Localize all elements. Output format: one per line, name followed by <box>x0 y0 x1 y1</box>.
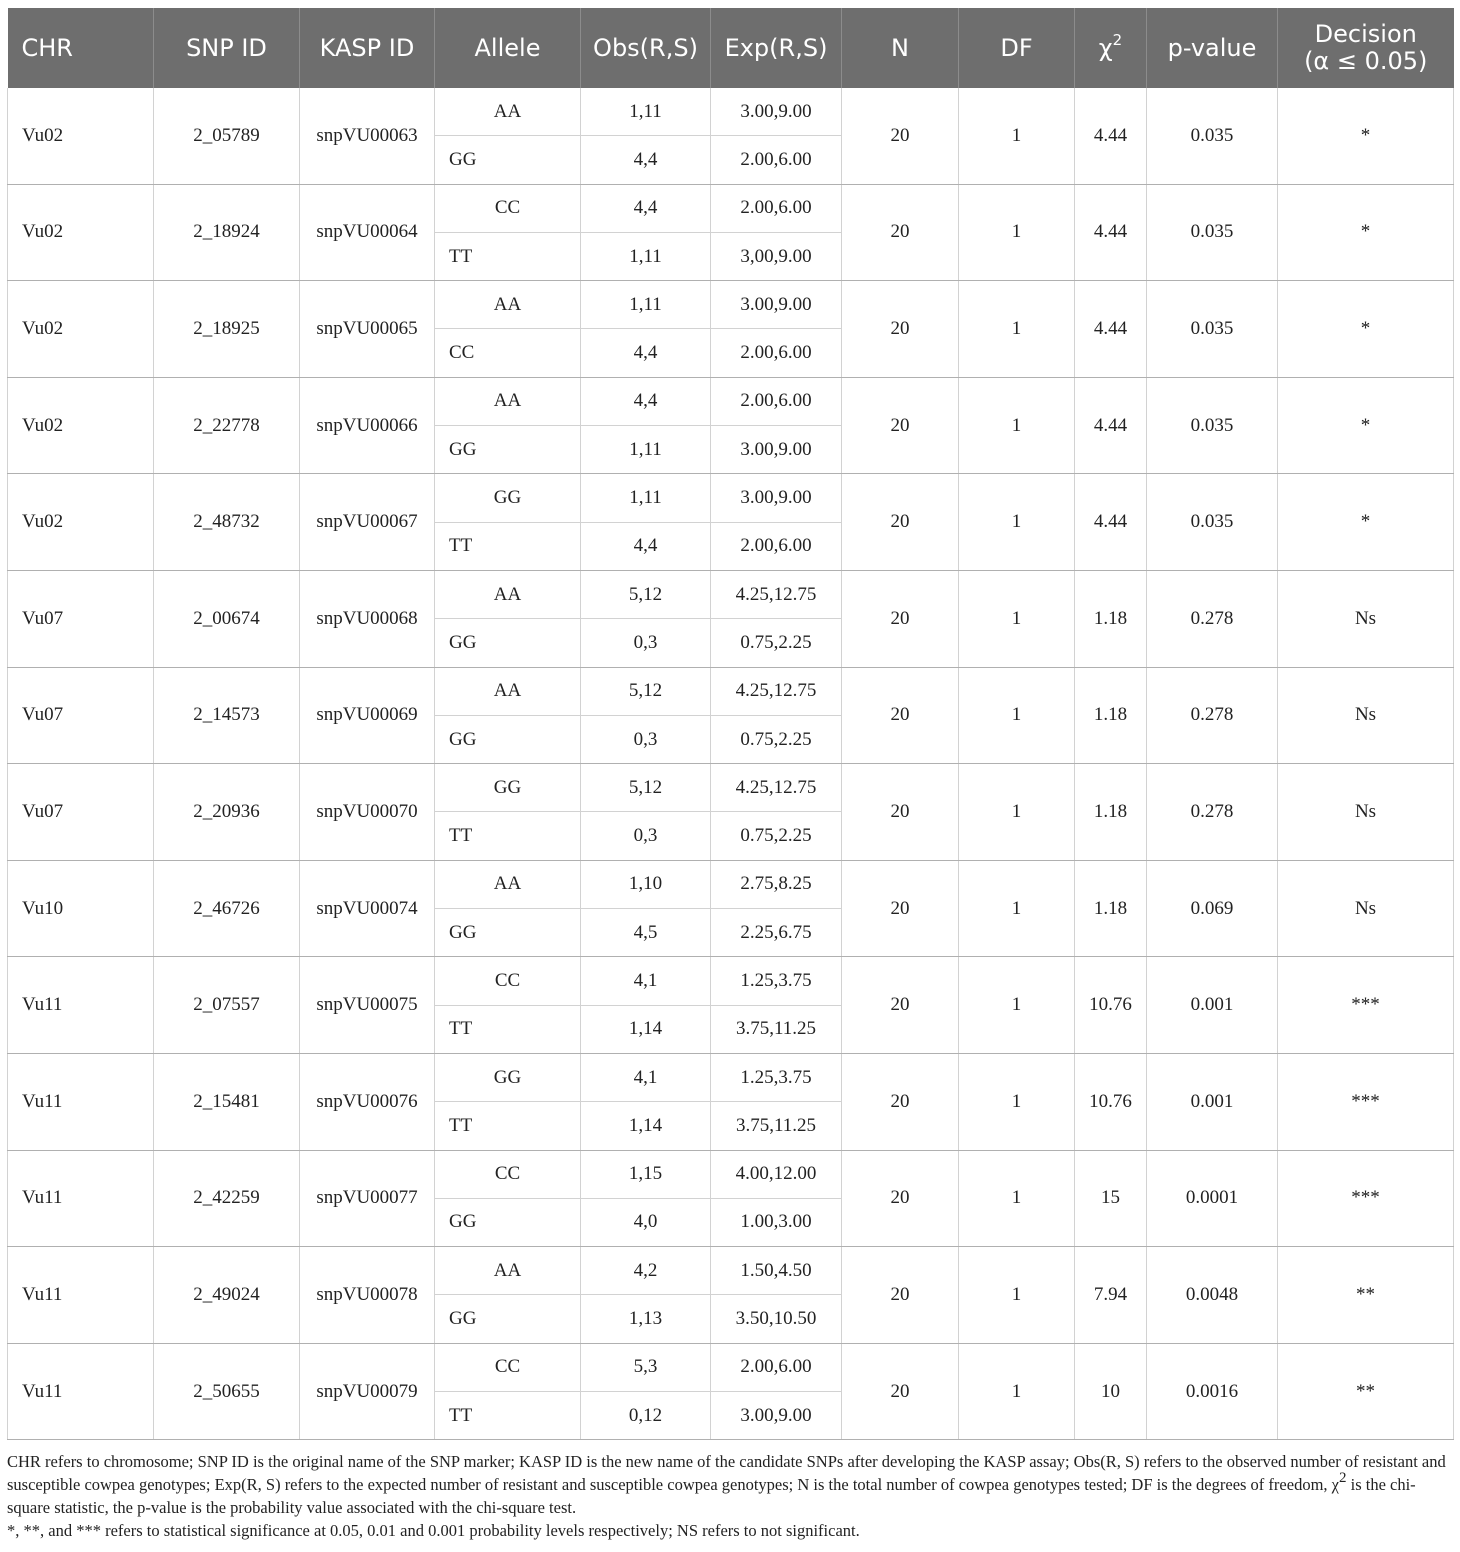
df-cell: 1 <box>959 377 1075 474</box>
allele-cell: GG <box>435 474 581 522</box>
table-row <box>8 184 1454 232</box>
chi-square-cell: 4.44 <box>1075 281 1147 378</box>
allele-cell: AA <box>435 1247 581 1295</box>
chi-square-cell: 1.18 <box>1075 764 1147 861</box>
df-cell: 1 <box>959 1343 1075 1440</box>
df-cell: 1 <box>959 1247 1075 1344</box>
chi-square-cell: 4.44 <box>1075 474 1147 571</box>
obs-cell: 4,4 <box>581 184 711 232</box>
table-footnote <box>7 1450 1453 1542</box>
decision-cell: * <box>1278 474 1454 571</box>
allele-cell: AA <box>435 860 581 908</box>
kasp-id-cell: snpVU00067 <box>300 474 435 571</box>
obs-cell: 1,11 <box>581 88 711 136</box>
df-cell: 1 <box>959 570 1075 667</box>
allele-cell: TT <box>435 812 581 860</box>
df-cell: 1 <box>959 184 1075 281</box>
header-obs: Obs(R,S) <box>581 8 711 88</box>
obs-cell: 4,4 <box>581 329 711 377</box>
allele-cell: CC <box>435 1343 581 1391</box>
obs-cell: 4,1 <box>581 957 711 1005</box>
kasp-id-cell: snpVU00077 <box>300 1150 435 1247</box>
kasp-id-cell: snpVU00076 <box>300 1053 435 1150</box>
header-df: DF <box>959 8 1075 88</box>
p-value-cell: 0.001 <box>1147 957 1278 1054</box>
obs-cell: 1,11 <box>581 232 711 280</box>
chi-square-cell: 4.44 <box>1075 88 1147 184</box>
snp-id-cell: 2_48732 <box>154 474 300 571</box>
snp-id-cell: 2_15481 <box>154 1053 300 1150</box>
results-table-container <box>7 8 1453 1440</box>
allele-cell: GG <box>435 715 581 763</box>
snp-id-cell: 2_05789 <box>154 88 300 184</box>
snp-id-cell: 2_42259 <box>154 1150 300 1247</box>
obs-cell: 4,4 <box>581 136 711 184</box>
n-cell: 20 <box>842 667 959 764</box>
allele-cell: TT <box>435 1392 581 1440</box>
df-cell: 1 <box>959 88 1075 184</box>
table-row <box>8 957 1454 1005</box>
chi-square-cell: 10.76 <box>1075 957 1147 1054</box>
kasp-id-cell: snpVU00066 <box>300 377 435 474</box>
p-value-cell: 0.035 <box>1147 281 1278 378</box>
allele-cell: AA <box>435 377 581 425</box>
df-cell: 1 <box>959 860 1075 957</box>
allele-cell: GG <box>435 764 581 812</box>
decision-cell: * <box>1278 88 1454 184</box>
table-row <box>8 377 1454 425</box>
exp-cell: 2.75,8.25 <box>711 860 842 908</box>
p-value-cell: 0.0001 <box>1147 1150 1278 1247</box>
table-body <box>8 88 1454 1440</box>
exp-cell: 1.50,4.50 <box>711 1247 842 1295</box>
decision-cell: ** <box>1278 1247 1454 1344</box>
kasp-id-cell: snpVU00075 <box>300 957 435 1054</box>
decision-cell: * <box>1278 377 1454 474</box>
kasp-id-cell: snpVU00069 <box>300 667 435 764</box>
snp-id-cell: 2_18925 <box>154 281 300 378</box>
p-value-cell: 0.001 <box>1147 1053 1278 1150</box>
table-row <box>8 1343 1454 1391</box>
chr-cell: Vu11 <box>8 1247 154 1344</box>
header-n: N <box>842 8 959 88</box>
exp-cell: 0.75,2.25 <box>711 812 842 860</box>
obs-cell: 4,1 <box>581 1053 711 1101</box>
chi-square-cell: 15 <box>1075 1150 1147 1247</box>
exp-cell: 0.75,2.25 <box>711 619 842 667</box>
allele-cell: TT <box>435 1102 581 1150</box>
header-chr: CHR <box>8 8 154 88</box>
decision-cell: ** <box>1278 1343 1454 1440</box>
kasp-id-cell: snpVU00078 <box>300 1247 435 1344</box>
chr-cell: Vu10 <box>8 860 154 957</box>
exp-cell: 3,00,9.00 <box>711 232 842 280</box>
exp-cell: 3.00,9.00 <box>711 474 842 522</box>
table-row <box>8 764 1454 812</box>
chr-cell: Vu07 <box>8 764 154 861</box>
allele-cell: CC <box>435 957 581 1005</box>
df-cell: 1 <box>959 1053 1075 1150</box>
p-value-cell: 0.0048 <box>1147 1247 1278 1344</box>
allele-cell: GG <box>435 136 581 184</box>
exp-cell: 4.25,12.75 <box>711 667 842 715</box>
decision-cell: *** <box>1278 957 1454 1054</box>
snp-id-cell: 2_22778 <box>154 377 300 474</box>
obs-cell: 0,3 <box>581 715 711 763</box>
n-cell: 20 <box>842 281 959 378</box>
n-cell: 20 <box>842 1343 959 1440</box>
p-value-cell: 0.278 <box>1147 667 1278 764</box>
exp-cell: 0.75,2.25 <box>711 715 842 763</box>
obs-cell: 1,11 <box>581 281 711 329</box>
snp-id-cell: 2_18924 <box>154 184 300 281</box>
chr-cell: Vu11 <box>8 957 154 1054</box>
chi-square-cell: 1.18 <box>1075 667 1147 764</box>
allele-cell: GG <box>435 1295 581 1343</box>
exp-cell: 3.75,11.25 <box>711 1102 842 1150</box>
table-header-row <box>8 8 1454 88</box>
exp-cell: 2.00,6.00 <box>711 522 842 570</box>
allele-cell: AA <box>435 281 581 329</box>
table-row <box>8 88 1454 136</box>
df-cell: 1 <box>959 957 1075 1054</box>
allele-cell: TT <box>435 1005 581 1053</box>
obs-cell: 4,0 <box>581 1198 711 1246</box>
chr-cell: Vu02 <box>8 88 154 184</box>
snp-id-cell: 2_46726 <box>154 860 300 957</box>
table-row <box>8 1150 1454 1198</box>
kasp-association-table <box>7 8 1454 1440</box>
chr-cell: Vu07 <box>8 570 154 667</box>
kasp-id-cell: snpVU00065 <box>300 281 435 378</box>
exp-cell: 3.00,9.00 <box>711 426 842 474</box>
table-row <box>8 281 1454 329</box>
table-row <box>8 860 1454 908</box>
allele-cell: TT <box>435 232 581 280</box>
exp-cell: 3.00,9.00 <box>711 88 842 136</box>
chr-cell: Vu02 <box>8 377 154 474</box>
obs-cell: 4,2 <box>581 1247 711 1295</box>
chi-square-cell: 10.76 <box>1075 1053 1147 1150</box>
df-cell: 1 <box>959 764 1075 861</box>
obs-cell: 0,3 <box>581 619 711 667</box>
chi-square-cell: 7.94 <box>1075 1247 1147 1344</box>
exp-cell: 3.00,9.00 <box>711 281 842 329</box>
n-cell: 20 <box>842 764 959 861</box>
allele-cell: AA <box>435 570 581 618</box>
exp-cell: 3.75,11.25 <box>711 1005 842 1053</box>
kasp-id-cell: snpVU00063 <box>300 88 435 184</box>
n-cell: 20 <box>842 1053 959 1150</box>
chi-square-cell: 4.44 <box>1075 184 1147 281</box>
chr-cell: Vu11 <box>8 1343 154 1440</box>
decision-cell: *** <box>1278 1053 1454 1150</box>
allele-cell: AA <box>435 667 581 715</box>
exp-cell: 2.00,6.00 <box>711 184 842 232</box>
chr-cell: Vu11 <box>8 1150 154 1247</box>
p-value-cell: 0.035 <box>1147 184 1278 281</box>
p-value-cell: 0.278 <box>1147 764 1278 861</box>
obs-cell: 1,11 <box>581 426 711 474</box>
header-decision-text: Decision (α ≤ 0.05) <box>1304 20 1428 75</box>
kasp-id-cell: snpVU00068 <box>300 570 435 667</box>
chr-cell: Vu02 <box>8 474 154 571</box>
header-chi-square <box>1075 8 1147 88</box>
df-cell: 1 <box>959 1150 1075 1247</box>
p-value-cell: 0.069 <box>1147 860 1278 957</box>
p-value-cell: 0.0016 <box>1147 1343 1278 1440</box>
table-row <box>8 1053 1454 1101</box>
kasp-id-cell: snpVU00070 <box>300 764 435 861</box>
allele-cell: GG <box>435 619 581 667</box>
obs-cell: 4,4 <box>581 377 711 425</box>
exp-cell: 4.25,12.75 <box>711 570 842 618</box>
snp-id-cell: 2_07557 <box>154 957 300 1054</box>
allele-cell: GG <box>435 909 581 957</box>
obs-cell: 5,12 <box>581 667 711 715</box>
snp-id-cell: 2_50655 <box>154 1343 300 1440</box>
obs-cell: 5,12 <box>581 764 711 812</box>
footnote-significance: *, **, and *** refers to statistical significance at 0.05, 0.01 and 0.001 probability levels respectively; NS refers to not significant. <box>7 1521 860 1540</box>
obs-cell: 4,5 <box>581 909 711 957</box>
n-cell: 20 <box>842 860 959 957</box>
snp-id-cell: 2_00674 <box>154 570 300 667</box>
p-value-cell: 0.035 <box>1147 377 1278 474</box>
exp-cell: 2.00,6.00 <box>711 377 842 425</box>
allele-cell: AA <box>435 88 581 136</box>
exp-cell: 3.00,9.00 <box>711 1392 842 1440</box>
table-row <box>8 474 1454 522</box>
exp-cell: 1.25,3.75 <box>711 957 842 1005</box>
obs-cell: 1,14 <box>581 1005 711 1053</box>
table-row <box>8 667 1454 715</box>
kasp-id-cell: snpVU00064 <box>300 184 435 281</box>
allele-cell: GG <box>435 1053 581 1101</box>
header-snp-id: SNP ID <box>154 8 300 88</box>
snp-id-cell: 2_20936 <box>154 764 300 861</box>
obs-cell: 5,3 <box>581 1343 711 1391</box>
allele-cell: TT <box>435 522 581 570</box>
exp-cell: 2.25,6.75 <box>711 909 842 957</box>
df-cell: 1 <box>959 667 1075 764</box>
header-p-value: p-value <box>1147 8 1278 88</box>
exp-cell: 2.00,6.00 <box>711 1343 842 1391</box>
header-allele: Allele <box>435 8 581 88</box>
n-cell: 20 <box>842 957 959 1054</box>
kasp-id-cell: snpVU00079 <box>300 1343 435 1440</box>
decision-cell: Ns <box>1278 764 1454 861</box>
exp-cell: 4.25,12.75 <box>711 764 842 812</box>
obs-cell: 4,4 <box>581 522 711 570</box>
table-row <box>8 1247 1454 1295</box>
n-cell: 20 <box>842 570 959 667</box>
decision-cell: Ns <box>1278 860 1454 957</box>
chr-cell: Vu11 <box>8 1053 154 1150</box>
decision-cell: * <box>1278 184 1454 281</box>
obs-cell: 1,14 <box>581 1102 711 1150</box>
decision-cell: * <box>1278 281 1454 378</box>
footnote-definitions: CHR refers to chromosome; SNP ID is the original name of the SNP marker; KASP ID is the new name of the candidate SNPs after developing the KASP assay; Obs(R, S) refers to the observed number of resistant and susceptible cowpea genotypes; Exp(R, S) refers to the expected number of resistant and susceptible cowpea genotypes; N is the total number of cowpea genotypes tested; DF is the degrees of freedom, $\chi^2$ is the chi-square statistic, the p-value is the probability value associated with the chi-square test. <box>7 1452 1446 1517</box>
p-value-cell: 0.035 <box>1147 474 1278 571</box>
header-kasp-id: KASP ID <box>300 8 435 88</box>
df-cell: 1 <box>959 474 1075 571</box>
obs-cell: 0,12 <box>581 1392 711 1440</box>
header-chi-text: $\chi^2$ <box>1098 30 1123 62</box>
chi-square-cell: 1.18 <box>1075 860 1147 957</box>
n-cell: 20 <box>842 377 959 474</box>
snp-id-cell: 2_14573 <box>154 667 300 764</box>
chr-cell: Vu07 <box>8 667 154 764</box>
obs-cell: 1,10 <box>581 860 711 908</box>
exp-cell: 3.50,10.50 <box>711 1295 842 1343</box>
exp-cell: 1.00,3.00 <box>711 1198 842 1246</box>
allele-cell: CC <box>435 329 581 377</box>
header-exp: Exp(R,S) <box>711 8 842 88</box>
chr-cell: Vu02 <box>8 184 154 281</box>
decision-cell: Ns <box>1278 570 1454 667</box>
n-cell: 20 <box>842 184 959 281</box>
exp-cell: 1.25,3.75 <box>711 1053 842 1101</box>
chr-cell: Vu02 <box>8 281 154 378</box>
n-cell: 20 <box>842 474 959 571</box>
allele-cell: CC <box>435 1150 581 1198</box>
chi-square-cell: 4.44 <box>1075 377 1147 474</box>
allele-cell: GG <box>435 1198 581 1246</box>
chi-square-cell: 10 <box>1075 1343 1147 1440</box>
obs-cell: 1,15 <box>581 1150 711 1198</box>
exp-cell: 2.00,6.00 <box>711 136 842 184</box>
decision-cell: Ns <box>1278 667 1454 764</box>
p-value-cell: 0.035 <box>1147 88 1278 184</box>
exp-cell: 2.00,6.00 <box>711 329 842 377</box>
allele-cell: CC <box>435 184 581 232</box>
obs-cell: 5,12 <box>581 570 711 618</box>
snp-id-cell: 2_49024 <box>154 1247 300 1344</box>
n-cell: 20 <box>842 1150 959 1247</box>
allele-cell: GG <box>435 426 581 474</box>
header-decision <box>1278 8 1454 88</box>
p-value-cell: 0.278 <box>1147 570 1278 667</box>
chi-square-cell: 1.18 <box>1075 570 1147 667</box>
obs-cell: 1,11 <box>581 474 711 522</box>
decision-cell: *** <box>1278 1150 1454 1247</box>
n-cell: 20 <box>842 1247 959 1344</box>
obs-cell: 1,13 <box>581 1295 711 1343</box>
df-cell: 1 <box>959 281 1075 378</box>
n-cell: 20 <box>842 88 959 184</box>
table-row <box>8 570 1454 618</box>
kasp-id-cell: snpVU00074 <box>300 860 435 957</box>
exp-cell: 4.00,12.00 <box>711 1150 842 1198</box>
obs-cell: 0,3 <box>581 812 711 860</box>
